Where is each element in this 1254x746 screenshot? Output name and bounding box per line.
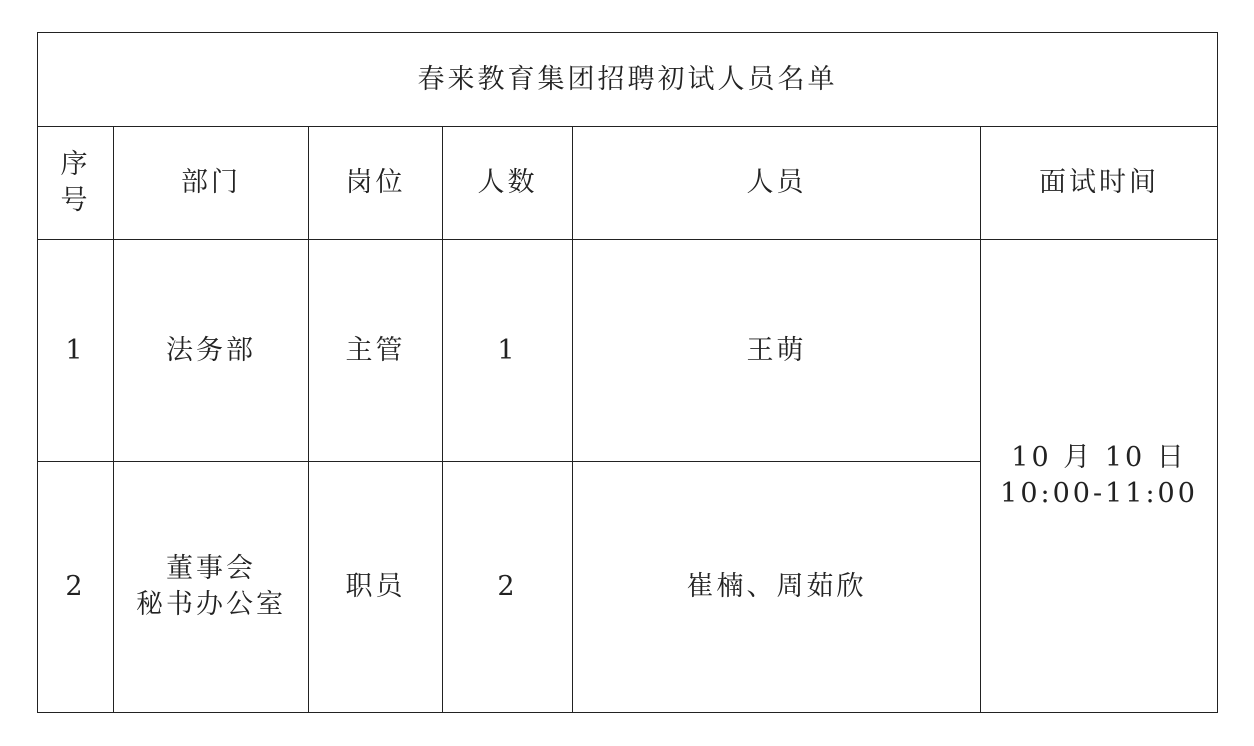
row-department <box>114 462 309 713</box>
header-row <box>38 127 1218 240</box>
row-position: 职员 <box>309 462 443 713</box>
row-department-line2: 秘书办公室 <box>136 589 286 620</box>
row-seq: 2 <box>38 462 114 713</box>
interview-hours: 10:00-11:00 <box>1000 478 1198 509</box>
header-seq <box>38 127 114 240</box>
recruitment-roster-table <box>37 32 1218 713</box>
row-position: 主管 <box>309 240 443 462</box>
row-personnel: 崔楠、周茹欣 <box>573 462 981 713</box>
header-department: 部门 <box>114 127 309 240</box>
header-count: 人数 <box>443 127 573 240</box>
interview-time-cell <box>981 240 1218 713</box>
row-personnel: 王萌 <box>573 240 981 462</box>
row-department-line1: 董事会 <box>166 553 256 584</box>
row-count: 2 <box>443 462 573 713</box>
row-department <box>114 240 309 462</box>
row-department-line1: 法务部 <box>166 334 256 366</box>
header-interview-time: 面试时间 <box>981 127 1218 240</box>
row-seq: 1 <box>38 240 114 462</box>
title-row <box>38 33 1218 127</box>
header-position: 岗位 <box>309 127 443 240</box>
header-personnel: 人员 <box>573 127 981 240</box>
interview-date: 10 月 10 日 <box>1011 442 1187 473</box>
header-seq-line2: 号 <box>60 185 91 216</box>
table-row <box>38 240 1218 462</box>
header-seq-line1: 序 <box>60 149 91 180</box>
table-title: 春来教育集团招聘初试人员名单 <box>38 33 1218 127</box>
row-count: 1 <box>443 240 573 462</box>
